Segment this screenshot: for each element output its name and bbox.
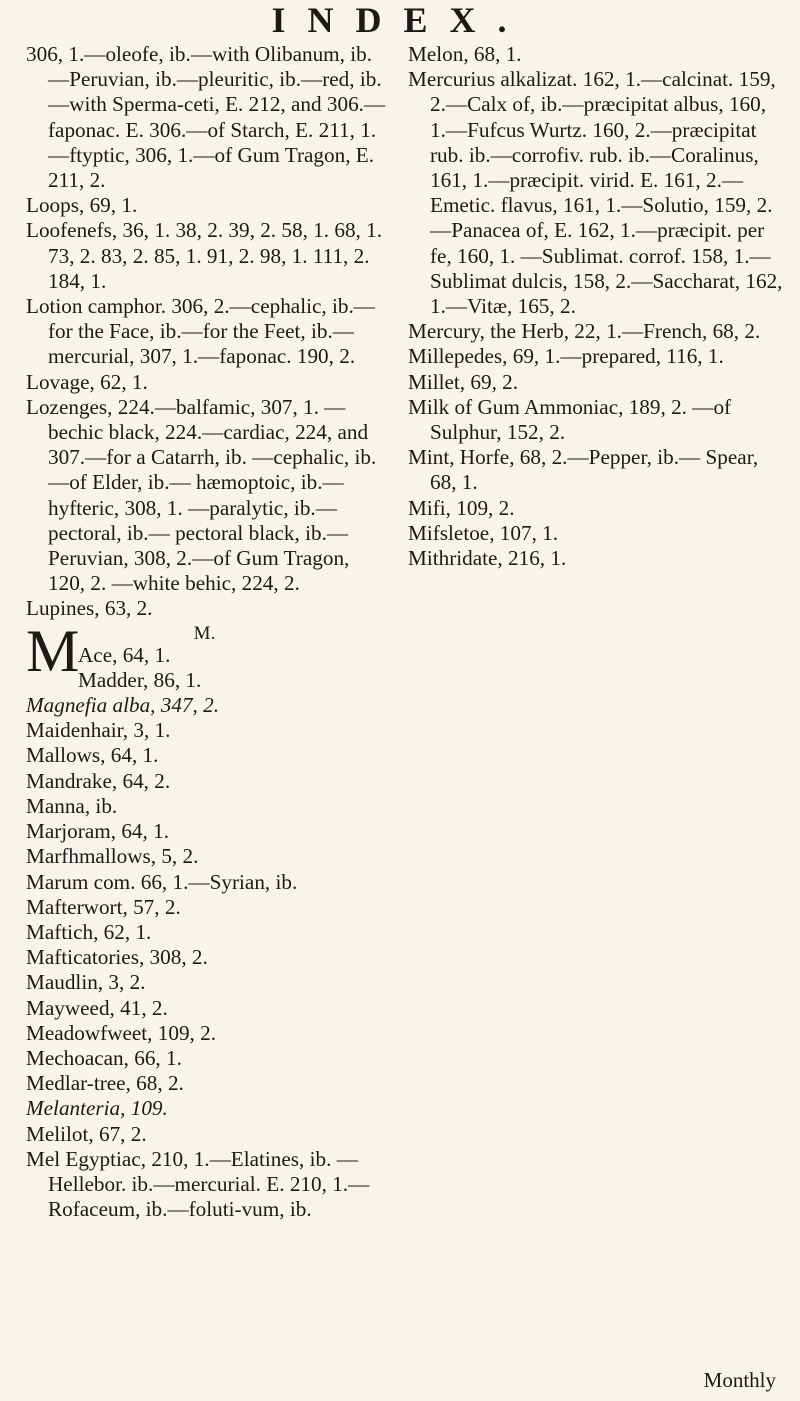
- index-entry: Magnefia alba, 347, 2.: [26, 693, 220, 718]
- index-entry: Lupines, 63, 2.: [26, 596, 153, 621]
- index-entry: Mafticatories, 308, 2.: [26, 945, 208, 970]
- index-entry: Mercurius alkalizat. 162, 1.—calcinat. 159, 2.—Calx of, ib.—præcipitat albus, 160, 1.—Fufcus Wurtz. 160, 2.—præcipitat rub. ib.—corrofiv. rub. ib.—Coralinus, 161, 1.—præcipit. virid. E. 161, 2.—Emetic. flavus, 161, 1.—Solutio, 159, 2.—Panacea of, E. 162, 1.—præcipit. per fe, 160, 1. —Sublimat. corrof. 158, 1.—Sublimat dulcis, 158, 2.—Saccharat, 162, 1.—Vitæ, 165, 2.: [408, 67, 783, 319]
- index-entry: Mafterwort, 57, 2.: [26, 894, 181, 919]
- page-header: INDEX.: [271, 0, 529, 40]
- index-entry: Medlar-tree, 68, 2.: [26, 1071, 184, 1096]
- index-entry: Lozenges, 224.—balfamic, 307, 1. —bechic black, 224.—cardiac, 224, and 307.—for a Catarrh, ib. —cephalic, ib.—of Elder, ib.— hæmoptoic, ib.—hyfteric, 308, 1. —paralytic, ib.—pectoral, ib.— pectoral black, ib.—Peruvian, 308, 2.—of Gum Tragon, 120, 2. —white behic, 224, 2.: [26, 394, 377, 596]
- index-entry: Maftich, 62, 1.: [26, 919, 152, 944]
- index-entry: Meadowfweet, 109, 2.: [26, 1020, 217, 1045]
- index-entry: Ace, 64, 1.: [78, 642, 171, 667]
- index-entry: Mint, Horfe, 68, 2.—Pepper, ib.— Spear, 68, 1.: [408, 445, 759, 495]
- index-entry: Millepedes, 69, 1.—prepared, 116, 1.: [408, 344, 724, 369]
- index-entry: Melon, 68, 1.: [408, 42, 522, 66]
- index-entry: Melanteria, 109.: [26, 1096, 168, 1121]
- index-entry: Lotion camphor. 306, 2.—cephalic, ib.—for the Face, ib.—for the Feet, ib.—mercurial, 307, 1.—faponac. 190, 2.: [26, 294, 375, 369]
- index-entry: Mel Egyptiac, 210, 1.—Elatines, ib. —Hellebor. ib.—mercurial. E. 210, 1.—Rofaceum, ib.—foluti-vum, ib.: [26, 1146, 370, 1222]
- index-entry: Maidenhair, 3, 1.: [26, 718, 171, 743]
- index-entry: Mandrake, 64, 2.: [26, 768, 171, 793]
- index-entry: Melilot, 67, 2.: [26, 1121, 147, 1146]
- index-entry: Mifsletoe, 107, 1.: [408, 520, 559, 545]
- index-entry: Milk of Gum Ammoniac, 189, 2. —of Sulphur, 152, 2.: [408, 394, 732, 445]
- index-entry: Manna, ib.: [26, 793, 118, 818]
- index-entry: Millet, 69, 2.: [408, 369, 519, 394]
- index-entry: Loops, 69, 1.: [26, 193, 138, 218]
- left-column: [26, 42, 391, 1222]
- catchword: Monthly: [703, 1368, 776, 1392]
- index-entry: Marfhmallows, 5, 2.: [26, 844, 199, 869]
- index-entry: Mallows, 64, 1.: [26, 743, 159, 768]
- index-entry: Mithridate, 216, 1.: [408, 546, 567, 571]
- right-column: [408, 42, 786, 571]
- section-letter: M.: [193, 622, 216, 644]
- index-entry: Mifi, 109, 2.: [408, 495, 515, 520]
- index-entry: Maudlin, 3, 2.: [26, 970, 146, 995]
- index-entry: Madder, 86, 1.: [78, 667, 202, 692]
- index-entry: Mercury, the Herb, 22, 1.—French, 68, 2.: [408, 319, 761, 344]
- index-entry: Lovage, 62, 1.: [26, 369, 148, 394]
- index-entry: Mechoacan, 66, 1.: [26, 1045, 182, 1070]
- index-entry: Marjoram, 64, 1.: [26, 819, 169, 844]
- index-entry: Mayweed, 41, 2.: [26, 995, 168, 1020]
- drop-cap: M: [26, 617, 80, 684]
- index-entry: Loofenefs, 36, 1. 38, 2. 39, 2. 58, 1. 68, 1. 73, 2. 83, 2. 85, 1. 91, 2. 98, 1. 111, 2. 184, 1.: [26, 218, 383, 293]
- index-entry: 306, 1.—oleofe, ib.—with Olibanum, ib.—Peruvian, ib.—pleuritic, ib.—red, ib.—with Sperma-ceti, E. 212, and 306.—faponac. E. 306.—of Starch, E. 211, 1. —ftyptic, 306, 1.—of Gum Tragon, E. 211, 2.: [26, 42, 386, 193]
- index-entry: Marum com. 66, 1.—Syrian, ib.: [26, 869, 298, 894]
- section-m: [26, 617, 391, 693]
